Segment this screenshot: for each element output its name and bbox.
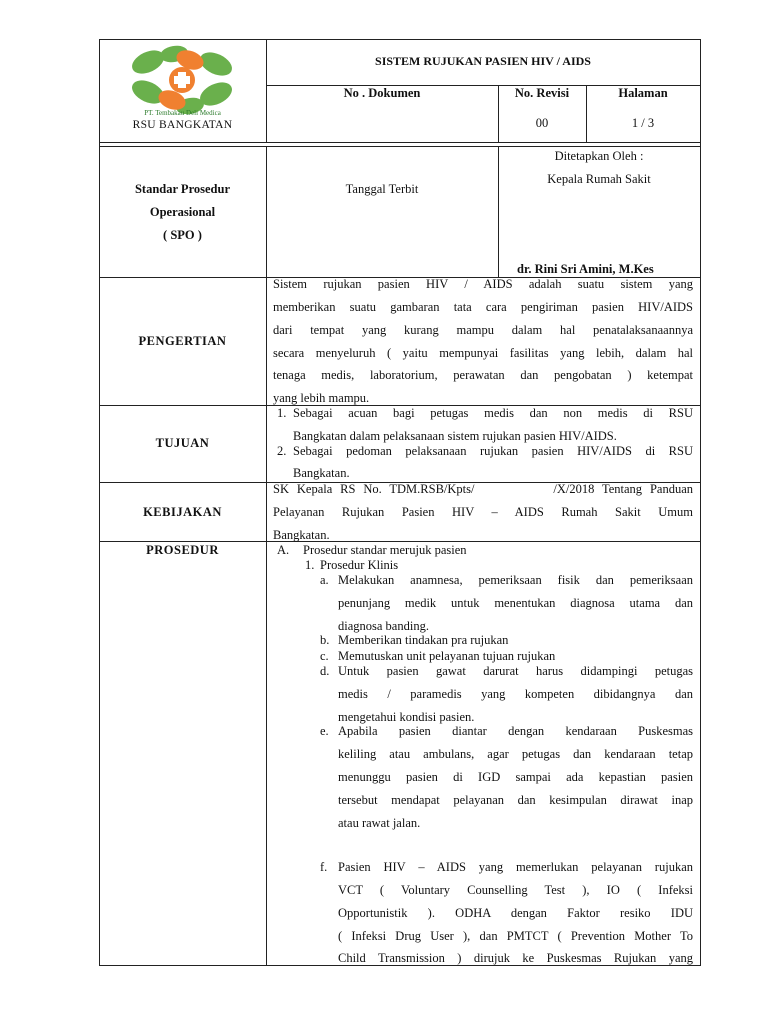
item-line: Pasien HIV – AIDS yang memerlukan pelayanan rujukan (338, 860, 693, 874)
tujuan-item-line: Bangkatan dalam pelaksanaan sistem rujukan pasien HIV/AIDS. (293, 429, 617, 443)
item-line: Memberikan tindakan pra rujukan (338, 633, 509, 647)
prosedur-label: PROSEDUR (146, 543, 219, 557)
tujuan-item-line: Bangkatan. (293, 466, 350, 480)
item-line: tersebut mendapat pelayanan dan kesimpulan dirawat inap (338, 793, 693, 807)
document-title: SISTEM RUJUKAN PASIEN HIV / AIDS (375, 54, 591, 68)
tujuan-item-number: 2. (277, 444, 287, 458)
pengertian-line: yang lebih mampu. (273, 391, 370, 405)
item-line: Opportunistik ). ODHA dengan Faktor resiko IDU (338, 906, 693, 920)
pengertian-line: Sistem rujukan pasien HIV / AIDS adalah suatu sistem yang (273, 277, 693, 291)
border-header-bottom (99, 142, 700, 143)
border-col-label (266, 146, 267, 966)
item-line: Memutuskan unit pelayanan tujuan rujukan (338, 649, 556, 663)
border-top (99, 39, 700, 40)
hospital-logo (128, 44, 238, 114)
item-letter: f. (320, 860, 328, 874)
pengertian-line: memberikan suatu gambaran tata cara pengiriman pasien HIV/AIDS (273, 300, 693, 314)
item-line: Child Transmission ) dirujuk ke Puskesmas Rujukan yang (338, 951, 693, 965)
item-line: Apabila pasien diantar dengan kendaraan Puskesmas (338, 724, 693, 738)
item-line: menunggu pasien di IGD sampai ada kepastian pasien (338, 770, 693, 784)
logo-company: PT. Tembakau Deli Medica (144, 109, 221, 117)
section-a-letter: A. (277, 543, 290, 557)
item-letter: e. (320, 724, 329, 738)
sub-1-number: 1. (305, 558, 315, 572)
pengertian-line: tenaga medis, laboratorium, perawatan dan pengobatan ) ketempat (273, 368, 693, 382)
pengertian-line: dari tempat yang kurang mampu dalam hal penatalaksanaannya (273, 323, 693, 337)
item-line: VCT ( Voluntary Counselling Test ), IO ( Infeksi (338, 883, 693, 897)
logo-hospital-name: RSU BANGKATAN (132, 119, 233, 131)
section-a-title: Prosedur standar merujuk pasien (303, 543, 467, 557)
tujuan-label: TUJUAN (155, 436, 210, 450)
ditetapkan-oleh: Ditetapkan Oleh : (554, 149, 644, 163)
halaman-label: Halaman (618, 86, 668, 100)
kebijakan-line: Pelayanan Rujukan Pasien HIV – AIDS Rumah Sakit Umum (273, 505, 693, 519)
pengertian-label: PENGERTIAN (138, 334, 227, 348)
item-line: Melakukan anamnesa, pemeriksaan fisik dan pemeriksaan (338, 573, 693, 587)
no-dokumen-label: No . Dokumen (343, 86, 421, 100)
item-line: Untuk pasien gawat darurat harus didampingi petugas (338, 664, 693, 678)
sub-1-title: Prosedur Klinis (320, 558, 399, 572)
kebijakan-label: KEBIJAKAN (143, 505, 222, 519)
item-letter: c. (320, 649, 329, 663)
logo-emblem-icon (128, 44, 238, 114)
item-letter: d. (320, 664, 330, 678)
item-line: penunjang medik untuk menentukan diagnosa utama dan (338, 596, 693, 610)
item-line: ( Infeksi Drug User ), dan PMTCT ( Prevention Mother To (338, 929, 693, 943)
border-right (700, 39, 701, 966)
item-line: atau rawat jalan. (338, 816, 421, 830)
spo-label-line2: Operasional (149, 205, 216, 219)
kebijakan-line: Bangkatan. (273, 528, 330, 542)
item-line: mengetahui kondisi pasien. (338, 710, 475, 724)
item-letter: b. (320, 633, 330, 647)
tanggal-terbit-label: Tanggal Terbit (345, 182, 419, 196)
item-line: keliling atau ambulans, agar petugas dan kendaraan tetap (338, 747, 693, 761)
tujuan-item-line: Sebagai acuan bagi petugas medis dan non medis di RSU (293, 406, 693, 420)
item-line: diagnosa banding. (338, 619, 429, 633)
signer-name: dr. Rini Sri Amini, M.Kes (517, 262, 654, 276)
kebijakan-line: SK Kepala RS No. TDM.RSB/Kpts/ /X/2018 Tentang Panduan (273, 482, 693, 496)
item-letter: a. (320, 573, 329, 587)
spo-label-line1: Standar Prosedur (134, 182, 231, 196)
halaman-value: 1 / 3 (631, 116, 655, 130)
tujuan-item-line: Sebagai pedoman pelaksanaan rujukan pasien HIV/AIDS di RSU (293, 444, 693, 458)
kepala-rumah-sakit: Kepala Rumah Sakit (547, 172, 651, 186)
no-revisi-label: No. Revisi (514, 86, 570, 100)
item-line: medis / paramedis yang kompeten dibidangnya dan (338, 687, 693, 701)
tujuan-item-number: 1. (277, 406, 287, 420)
no-revisi-value: 00 (535, 116, 549, 130)
pengertian-line: secara menyeluruh ( yaitu mempunyai fasilitas yang lebih, dalam hal (273, 346, 693, 360)
spo-label-line3: ( SPO ) (163, 228, 202, 242)
